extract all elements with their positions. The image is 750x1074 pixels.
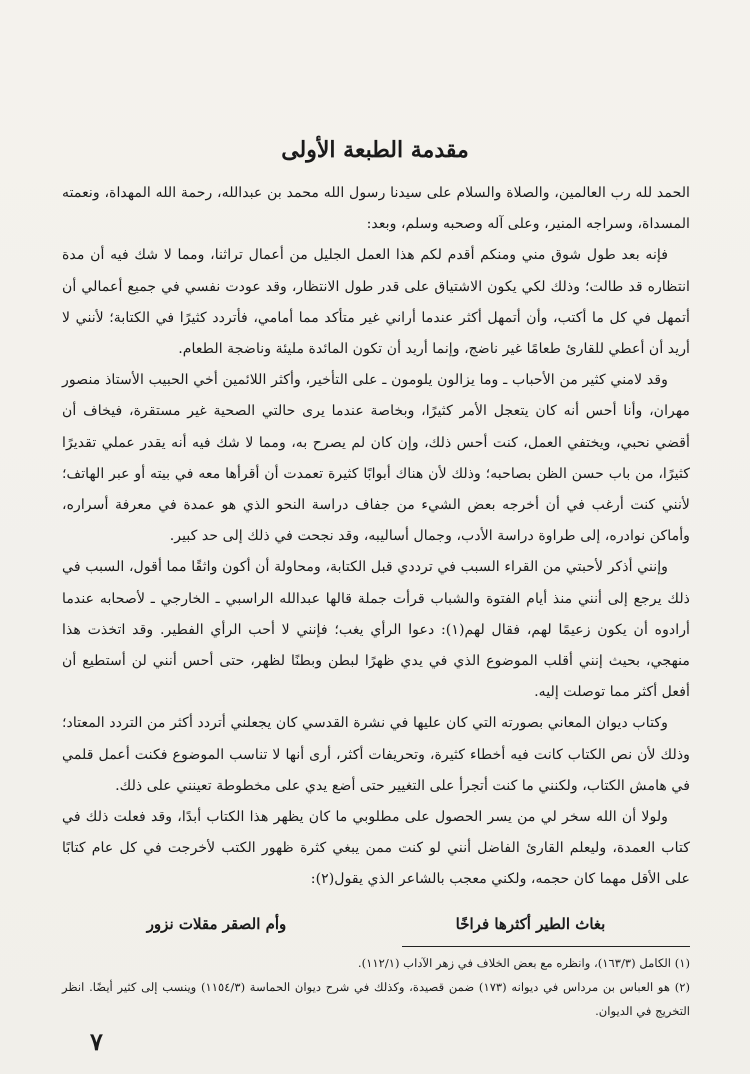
poetry-verse (62, 915, 690, 933)
paragraph-6: ولولا أن الله سخر لي من يسر الحصول على مطلوبي ما كان يظهر هذا الكتاب أبدًا، وقد فعلت ذلك في كتاب العمدة، وليعلم القارئ الفاضل أنني لو كنت ممن يبغي كثرة ظهور الكتب لأخرجت في كل عام كتابًا على الأقل مهما كان حجمه، ولكني معجب بالشاعر الذي يقول(٢): (62, 809, 690, 888)
paragraph-4: وإنني أذكر لأحبتي من القراء السبب في ترددي قبل الكتابة، ومحاولة أن أكون واثقًا مما أقول، السبب في ذلك يرجع إلى أنني منذ أيام الفتوة والشباب قرأت جملة قالها عبدالله الراسبي ـ الخارجي ـ لأصحابه عندما أرادوه أن يكون زعيمًا لهم، فقال لهم(١): دعوا الرأي يغب؛ فإنني لا أحب الرأي الفطير. وقد اتخذت هذا منهجي، بحيث إنني أقلب الموضوع الذي في يدي ظهرًا لبطن وبطنًا لظهر، حتى أحس أنني لن أستطيع أن أفعل أكثر مما توصلت إليه. (62, 559, 690, 701)
footnote-1: (١) الكامل (١٦٣/٣)، وانظره مع بعض الخلاف في زهر الآداب (١١٢/١). (357, 956, 690, 970)
footnote-2: (٢) هو العباس بن مرداس في ديوانه (١٧٣) ضمن قصيدة، وكذلك في شرح ديوان الحماسة (١١٥٤/٣) وينسب إلى كثير أيضًا. انظر التخريج في الديوان. (62, 980, 690, 1018)
paragraph-2: فإنه بعد طول شوق مني ومنكم أقدم لكم هذا العمل الجليل من أعمال تراثنا، ومما لا شك فيه أن مدة انتظاره قد طالت؛ وذلك لكي يكون الاشتياق على قدر طول الانتظار، وقد عودت نفسي في جميع أعمالي أن أتمهل في كل ما أكتب، وأن أتمهل أكثر عندما أراني غير متأكد مما أمامي، فأتردد كثيرًا في الكتابة؛ لأنني لا أريد أن أعطي للقارئ طعامًا غير ناضج، وإنما أريد أن تكون المائدة مليئة وناضجة الطعام. (62, 247, 690, 358)
paragraph-3: وقد لامني كثير من الأحباب ـ وما يزالون يلومون ـ على التأخير، وأكثر اللائمين أخي الحبيب الأستاذ منصور مهران، وأنا أحس أنه كان يتعجل الأمر كثيرًا، وبخاصة عندما يرى حالتي الصحية غير مستقرة، فيخاف أن أقضي نحبي، ويختفي العمل، كنت أحس ذلك، وإن كان لم يصرح به، ومما لا شك فيه أنه يقدر عملي تقديرًا كثيرًا، من باب حسن الظن بصاحبه؛ وذلك لأن هناك أبوابًا كثيرة تعمدت أن أقرأها معه في بيته أو عبر الهاتف؛ لأنني كنت أرغب في أن أخرجه بعض الشيء من جفاف دراسة النحو الذي هو عمدة في معرفة أسراره، وأماكن نوادره، إلى طراوة دراسة الأدب، وجمال أساليبه، وقد نجحت في ذلك إلى حد كبير. (62, 372, 690, 545)
page-number: ٧ (90, 1027, 103, 1056)
footnotes (62, 951, 690, 1023)
paragraph-5: وكتاب ديوان المعاني بصورته التي كان عليها في نشرة القدسي كان يجعلني أتردد أكثر من التردد المعتاد؛ وذلك لأن نص الكتاب كانت فيه أخطاء كثيرة، وتحريفات أكثر، أرى أنها لا تناسب الموضوع فكنت أعمل قلمي في هامش الكتاب، ولكنني ما كنت أتجرأ على التغيير حتى أضع يدي على مخطوطة تعينني على ذلك. (62, 715, 690, 794)
footnote-divider (402, 946, 690, 947)
paragraph-1: الحمد لله رب العالمين، والصلاة والسلام على سيدنا رسول الله محمد بن عبدالله، رحمة الله المهداة، ونعمته المسداة، وسراجه المنير، وعلى آله وصحبه وسلم، وبعد: (62, 185, 690, 233)
body-text (62, 178, 690, 896)
page-title: مقدمة الطبعة الأولى (281, 137, 469, 163)
verse-hemistich-second: وأم الصقر مقلات نزور (146, 915, 287, 933)
verse-hemistich-first: بغاث الطير أكثرها فراخًا (455, 915, 606, 933)
